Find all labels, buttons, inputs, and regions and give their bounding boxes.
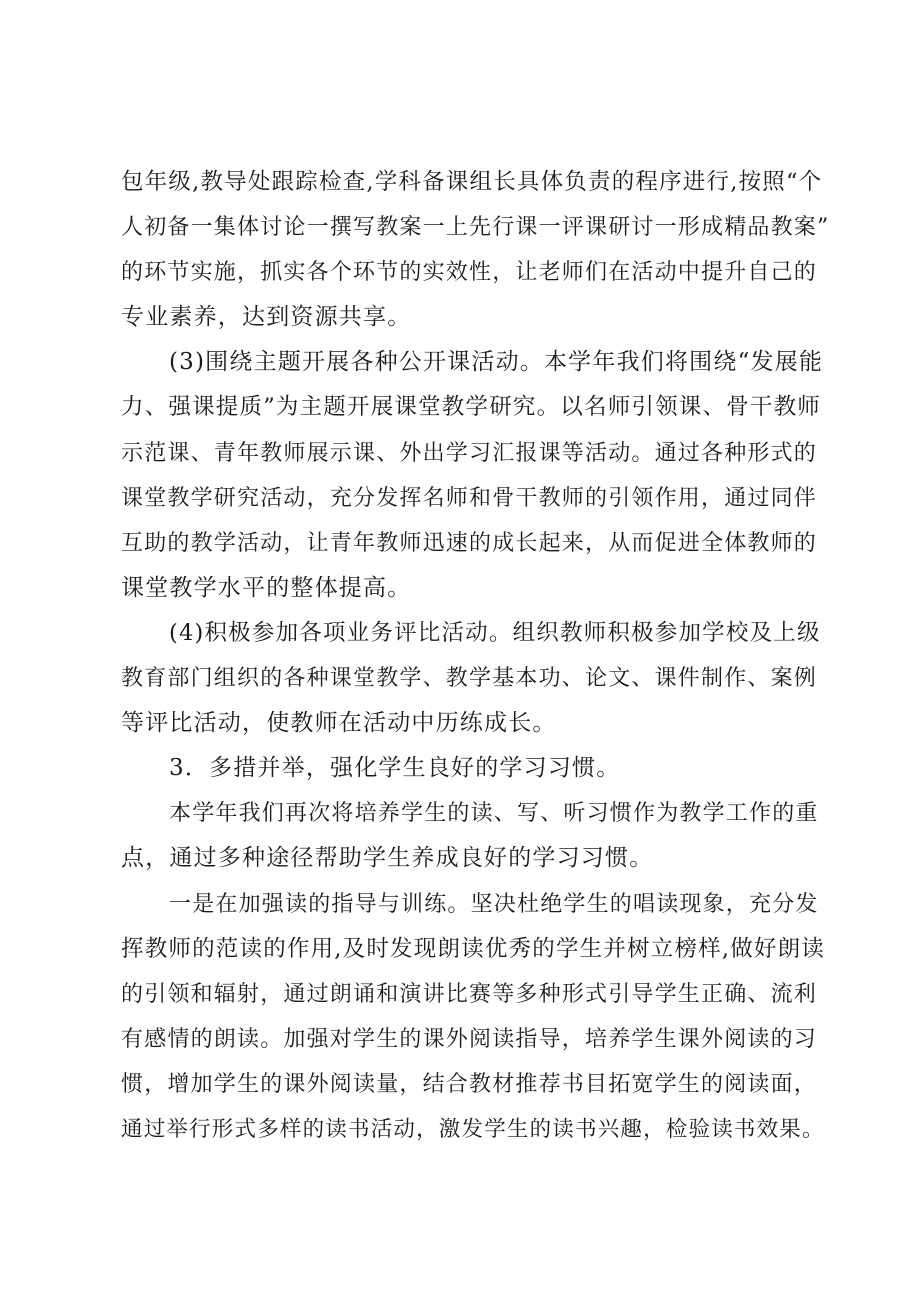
text-line: 本学年我们再次将培养学生的读、写、听习惯作为教学工作的重 bbox=[169, 801, 819, 827]
text-line: (3)围绕主题开展各种公开课活动。本学年我们将围绕“发展能 bbox=[169, 349, 824, 376]
text-line: 人初备一集体讨论一撰写教案一上先行课一评课研讨一形成精品教案” bbox=[121, 215, 830, 241]
text-line: 惯，增加学生的课外阅读量，结合教材推荐书目拓宽学生的阅读面， bbox=[121, 1071, 818, 1097]
text-line: 挥教师的范读的作用,及时发现朗读优秀的学生并树立榜样,做好朗读 bbox=[121, 935, 826, 962]
text-line: 互助的教学活动，让青年教师迅速的成长起来，从而促进全体教师的 bbox=[121, 530, 818, 556]
text-line: 的引领和辐射，通过朗诵和演讲比赛等多种形式引导学生正确、流利 bbox=[121, 981, 818, 1007]
text-line: 有感情的朗读。加强对学生的课外阅读指导，培养学生课外阅读的习 bbox=[121, 1026, 818, 1052]
text-line: 3．多措并举，强化学生良好的学习习惯。 bbox=[169, 755, 621, 782]
text-line: 示范课、青年教师展示课、外出学习汇报课等活动。通过各种形式的 bbox=[121, 440, 818, 466]
text-line: 课堂教学研究活动，充分发挥名师和骨干教师的引领作用，通过同伴 bbox=[121, 485, 818, 511]
text-line: 的环节实施，抓实各个环节的实效性，让老师们在活动中提升自己的 bbox=[121, 260, 818, 286]
text-line: 力、强课提质”为主题开展课堂教学研究。以名师引领课、骨干教师 bbox=[121, 394, 822, 421]
text-line: 课堂教学水平的整体提高。 bbox=[121, 574, 412, 601]
text-line: 包年级,教导处跟踪检查,学科备课组长具体负责的程序进行,按照“个 bbox=[121, 169, 823, 195]
body-text bbox=[121, 160, 831, 1152]
text-line: 通过举行形式多样的读书活动，激发学生的读书兴趣，检验读书效果。 bbox=[121, 1116, 825, 1142]
text-line: 教育部门组织的各种课堂教学、教学基本功、论文、课件制作、案例 bbox=[121, 666, 818, 692]
text-line: 专业素养，达到资源共享。 bbox=[121, 304, 412, 331]
text-line: 点，通过多种途径帮助学生养成良好的学习习惯。 bbox=[121, 845, 654, 872]
text-line: (4)积极参加各项业务评比活动。组织教师积极参加学校及上级 bbox=[169, 619, 821, 646]
text-line: 等评比活动，使教师在活动中历练成长。 bbox=[121, 710, 557, 737]
text-line: 一是在加强读的指导与训练。坚决杜绝学生的唱读现象，充分发 bbox=[169, 891, 819, 917]
